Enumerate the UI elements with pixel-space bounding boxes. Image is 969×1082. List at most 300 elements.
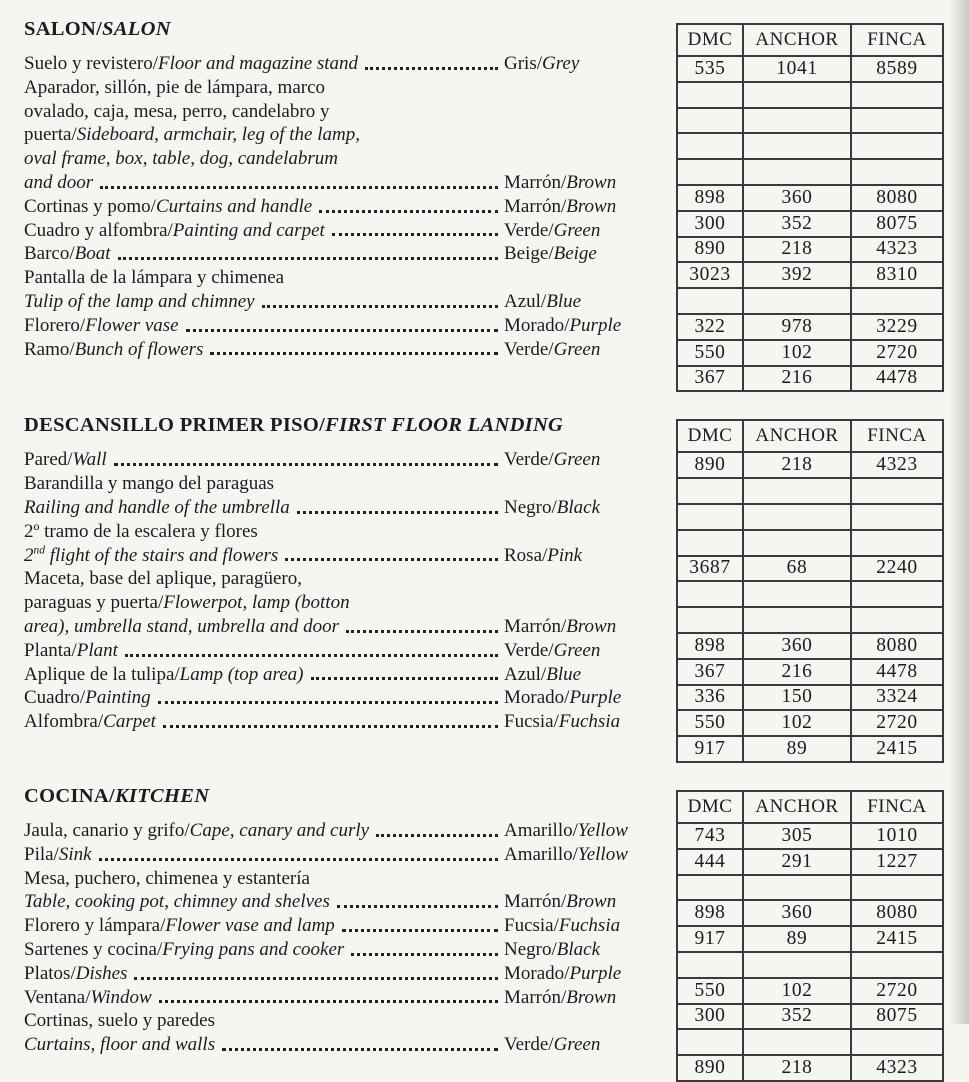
parts-segment: Curtains, floor and walls [24,1034,216,1056]
parts-segment: Flower vase [85,314,179,336]
line-text [24,663,304,687]
table-header-row [677,24,943,56]
color-label [504,986,669,1010]
code-cell [743,875,851,901]
line-text [24,938,344,962]
section-title [24,18,669,52]
code-cell: 305 [743,823,851,849]
dot-leader [365,67,498,70]
table-row [677,849,943,875]
code-cell [851,530,943,556]
color-label [504,171,669,195]
table-row [677,875,943,901]
table-row [677,237,943,263]
code-cell: 2720 [851,710,943,736]
title-segment: KITCHEN [114,784,210,807]
code-cell: 890 [677,452,743,478]
line-text [24,171,93,195]
line-text [24,819,369,843]
code-cell: 550 [677,978,743,1004]
color-segment: Morado/ [504,314,570,336]
color-label [504,544,669,568]
code-cell: 336 [677,685,743,711]
dot-leader [376,834,498,837]
parts-segment: Boat [74,243,111,265]
color-segment: Morado/ [504,962,570,984]
code-cell: 102 [743,340,851,366]
code-cell: 3687 [677,556,743,582]
line-text [24,544,278,568]
color-label [504,710,669,734]
key-line [24,544,669,568]
color-label [504,242,669,266]
parts-segment: Tulip of the lamp and chimney [24,290,255,312]
key-line [24,962,669,986]
column-header-finca: FINCA [851,420,943,452]
parts-segment: Painting and carpet [172,219,325,241]
parts-segment: Cuadro/ [24,687,86,709]
table-row [677,823,943,849]
line-text [24,615,339,639]
code-cell [743,504,851,530]
code-cell: 367 [677,366,743,392]
line-text [24,314,179,338]
key-line [24,615,669,639]
table-body [677,823,943,1081]
table-row [677,900,943,926]
code-cell: 4323 [851,1055,943,1081]
code-cell: 218 [743,237,851,263]
color-label [504,819,669,843]
color-segment: Brown [566,986,617,1008]
key-line [24,100,669,124]
code-cell [743,288,851,314]
table-row [677,633,943,659]
key-line [24,266,669,290]
color-label [504,52,669,76]
line-text [24,686,151,710]
color-segment: Black [556,496,601,518]
code-cell: 360 [743,900,851,926]
line-text [24,472,274,496]
color-segment: Marrón/ [504,615,567,637]
line-text [24,591,350,615]
dot-leader [346,630,498,633]
thread-table-descansillo [676,419,944,763]
parts-segment: Pila/ [24,843,59,865]
color-segment: Purple [569,687,622,709]
parts-segment: Cortinas, suelo y paredes [24,1010,216,1032]
thread-table-cocina [676,790,944,1082]
title-segment: DESCANSILLO PRIMER PISO/ [24,414,326,437]
code-cell: 890 [677,237,743,263]
color-segment: Green [553,219,601,241]
table-row [677,1055,943,1081]
code-cell [743,607,851,633]
color-segment: Amarillo/ [504,843,578,865]
key-line [24,914,669,938]
color-segment: Pink [547,544,583,566]
column-header-dmc: DMC [677,24,743,56]
parts-segment: Dishes [75,962,128,984]
parts-segment: Cape, canary and curly [189,819,370,841]
code-cell: 8080 [851,633,943,659]
dot-leader [351,953,498,956]
table-row [677,607,943,633]
color-segment: Verde/ [504,449,554,471]
code-cell: 550 [677,710,743,736]
code-cell [743,530,851,556]
table-row [677,108,943,134]
key-line [24,314,669,338]
column-header-dmc: DMC [677,791,743,823]
key-line [24,1009,669,1033]
key-list-cocina [24,785,669,1082]
code-cell: 8080 [851,185,943,211]
color-label [504,448,669,472]
color-segment: Negro/ [504,496,557,518]
column-header-finca: FINCA [851,24,943,56]
line-text [24,986,152,1010]
line-text [24,123,360,147]
color-label [504,496,669,520]
color-segment: Green [553,449,601,471]
table-row [677,82,943,108]
table-row [677,504,943,530]
dot-leader [262,305,498,308]
table-row [677,262,943,288]
section-salon [24,18,969,392]
color-segment: Green [553,338,601,360]
line-text [24,195,312,219]
code-cell: 898 [677,633,743,659]
thread-table-wrap [676,18,948,392]
code-cell [851,1029,943,1055]
parts-segment: Bunch of flowers [74,338,204,360]
color-segment: Fucsia/ [504,711,559,733]
code-cell: 917 [677,736,743,762]
key-line [24,819,669,843]
code-cell: 550 [677,340,743,366]
section-cocina [24,785,969,1082]
code-cell: 8080 [851,900,943,926]
parts-segment: Floor and magazine stand [158,53,359,74]
code-cell: 89 [743,736,851,762]
code-cell [677,288,743,314]
line-text [24,1009,215,1033]
code-cell: 890 [677,1055,743,1081]
code-cell [851,82,943,108]
code-cell: 216 [743,659,851,685]
line-text [24,242,111,266]
color-segment: Brown [566,195,617,217]
table-row [677,185,943,211]
code-cell: 2720 [851,978,943,1004]
table-row [677,478,943,504]
dot-leader [163,725,498,728]
color-label [504,890,669,914]
code-cell [677,478,743,504]
code-cell [851,288,943,314]
line-text [24,147,338,171]
code-cell: 291 [743,849,851,875]
dot-leader [337,905,498,908]
key-line [24,219,669,243]
parts-segment: Carpet [103,711,156,733]
code-cell: 392 [743,262,851,288]
color-label [504,686,669,710]
color-segment: Marrón/ [504,986,567,1008]
line-text [24,639,118,663]
parts-segment: 2 [24,544,34,566]
dot-leader [118,257,498,260]
line-text [24,100,329,124]
code-cell: 68 [743,556,851,582]
key-line [24,338,669,362]
parts-segment: nd [33,544,45,557]
color-label [504,639,669,663]
code-cell: 300 [677,1004,743,1030]
code-cell: 3324 [851,685,943,711]
parts-segment: Window [90,986,152,1008]
line-text [24,496,290,520]
line-text [24,962,127,986]
table-row [677,288,943,314]
code-cell [677,133,743,159]
color-label [504,663,669,687]
code-cell: 4323 [851,452,943,478]
code-cell [743,133,851,159]
code-cell: 8589 [851,56,943,82]
key-line [24,195,669,219]
key-line [24,710,669,734]
code-cell [677,530,743,556]
parts-segment: Ramo/ [24,338,75,360]
color-segment: Marrón/ [504,195,567,217]
line-text [24,843,92,867]
key-list-descansillo [24,414,669,763]
table-header-row [677,791,943,823]
table-row [677,530,943,556]
code-cell: 1041 [743,56,851,82]
parts-segment: Flower vase and lamp [165,915,335,937]
color-segment: Azul/ [504,290,547,312]
title-segment: FIRST FLOOR LANDING [325,414,564,437]
code-cell: 4323 [851,237,943,263]
code-cell: 89 [743,926,851,952]
code-cell: 360 [743,185,851,211]
table-row [677,736,943,762]
dot-leader [319,210,498,213]
parts-segment: Barandilla y mango del paraguas [24,473,275,495]
code-cell [677,952,743,978]
color-segment: Black [556,938,601,960]
code-cell: 8310 [851,262,943,288]
table-row [677,452,943,478]
code-cell [677,581,743,607]
parts-segment: Curtains and handle [155,195,313,217]
column-header-finca: FINCA [851,791,943,823]
table-row [677,159,943,185]
parts-segment: Aplique de la tulipa/ [24,663,180,685]
table-header-row [677,420,943,452]
parts-segment: Aparador, sillón, pie de lámpara, marco [24,76,326,98]
color-segment: Brown [566,171,617,193]
code-cell: 352 [743,211,851,237]
code-cell [743,581,851,607]
code-cell: 216 [743,366,851,392]
thread-table-wrap [676,414,948,763]
table-row [677,952,943,978]
key-line [24,843,669,867]
code-cell [743,1029,851,1055]
code-cell [677,108,743,134]
table-row [677,314,943,340]
color-segment: Brown [566,891,617,913]
code-cell: 360 [743,633,851,659]
color-label [504,962,669,986]
code-cell: 535 [677,56,743,82]
color-segment: Green [553,1034,601,1056]
line-text [24,890,330,914]
line-text [24,914,335,938]
color-label [504,1033,669,1057]
key-line [24,567,669,591]
parts-segment: Flowerpot, lamp (botton [163,592,350,614]
color-label [504,938,669,962]
code-cell: 2415 [851,926,943,952]
code-cell: 8075 [851,1004,943,1030]
parts-segment: Table, cooking pot, chimney and shelves [24,891,330,913]
key-line [24,496,669,520]
color-segment: Beige [553,243,597,265]
key-line [24,639,669,663]
color-label [504,219,669,243]
key-line [24,242,669,266]
code-cell: 2415 [851,736,943,762]
code-cell: 898 [677,900,743,926]
thread-table-wrap [676,785,948,1082]
key-line [24,52,669,76]
parts-segment: Planta/ [24,639,77,661]
parts-segment: Railing and handle of the umbrella [24,496,290,518]
thread-table-salon [676,23,944,392]
color-label [504,195,669,219]
line-text [24,710,156,734]
color-segment: Fuchsia [558,711,621,733]
parts-segment: Sideboard, armchair, leg of the lamp, [76,124,360,146]
color-label [504,290,669,314]
color-segment: Brown [566,615,617,637]
table-row [677,556,943,582]
parts-segment: Lamp (top area) [179,663,304,685]
code-cell [743,159,851,185]
table-body [677,56,943,391]
key-line [24,171,669,195]
key-line [24,1033,669,1057]
parts-segment: Wall [72,449,107,471]
color-label [504,338,669,362]
color-segment: Verde/ [504,338,554,360]
parts-segment: puerta/ [24,124,77,146]
color-segment: Purple [569,962,622,984]
code-cell [851,952,943,978]
dot-leader [159,1000,498,1003]
color-segment: Yellow [577,819,628,841]
line-text [24,290,255,314]
code-cell [851,108,943,134]
table-body [677,452,943,762]
section-title [24,414,669,448]
key-line [24,663,669,687]
parts-segment: Maceta, base del aplique, paragüero, [24,568,303,590]
color-label [504,914,669,938]
color-segment: Marrón/ [504,171,567,193]
code-cell: 4478 [851,366,943,392]
code-cell: 300 [677,211,743,237]
code-cell [743,108,851,134]
key-line [24,986,669,1010]
parts-segment: area), umbrella stand, umbrella and door [24,615,340,637]
parts-segment: Florero/ [24,314,86,336]
code-cell: 1227 [851,849,943,875]
key-line [24,686,669,710]
line-text [24,338,203,362]
color-segment: Verde/ [504,1034,554,1056]
code-cell [743,478,851,504]
code-cell: 218 [743,1055,851,1081]
dot-leader [100,186,498,189]
code-cell: 150 [743,685,851,711]
dot-leader [125,654,498,657]
column-header-dmc: DMC [677,420,743,452]
code-cell: 2240 [851,556,943,582]
parts-segment: flight of the stairs and flowers [45,544,279,566]
code-cell [677,504,743,530]
color-segment: Amarillo/ [504,819,578,841]
column-header-anchor: ANCHOR [743,791,851,823]
dot-leader [158,701,498,704]
table-row [677,1029,943,1055]
sections [24,18,969,1082]
key-line [24,472,669,496]
code-cell: 102 [743,710,851,736]
code-cell [851,478,943,504]
color-segment: Green [553,639,601,661]
code-cell [677,82,743,108]
parts-segment: Suelo y revistero/ [24,53,159,74]
parts-segment: Florero y lámpara/ [24,915,166,937]
key-line [24,890,669,914]
color-label [504,314,669,338]
color-segment: Verde/ [504,639,554,661]
table-row [677,659,943,685]
line-text [24,1033,215,1057]
line-text [24,867,310,891]
code-cell [743,952,851,978]
title-segment: SALON/ [24,18,103,40]
code-cell: 444 [677,849,743,875]
code-cell [851,607,943,633]
parts-segment: 2º tramo de la escalera y flores [24,520,258,542]
code-cell [851,159,943,185]
key-line [24,290,669,314]
parts-segment: Mesa, puchero, chimenea y estantería [24,867,310,889]
parts-segment: Platos/ [24,962,76,984]
table-row [677,978,943,1004]
dot-leader [222,1048,498,1051]
code-cell: 322 [677,314,743,340]
